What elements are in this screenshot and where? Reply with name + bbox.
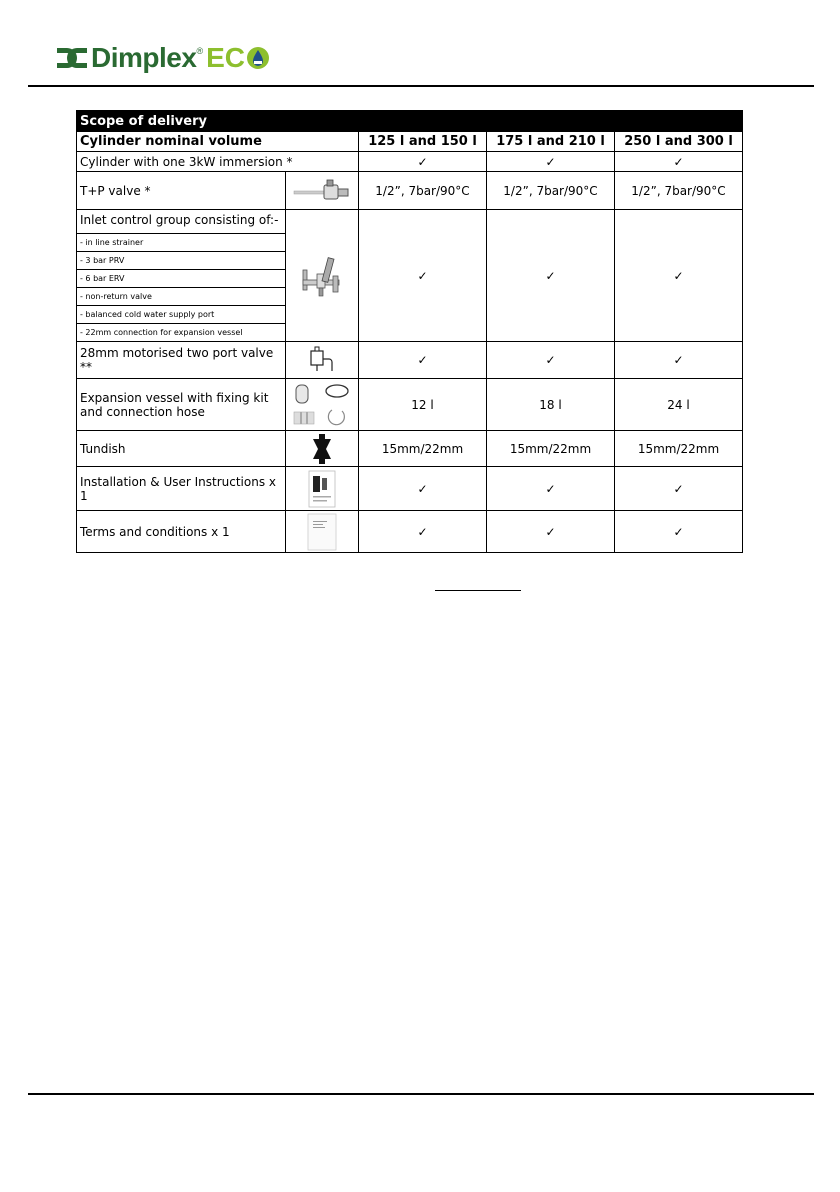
motorised-valve-image xyxy=(286,342,359,379)
cell-value: ✓ xyxy=(359,467,487,511)
inlet-subitem: - non-return valve xyxy=(77,288,286,306)
table-title-row xyxy=(77,111,743,132)
cell-value: 15mm/22mm xyxy=(615,431,743,467)
row-label: Tundish xyxy=(77,431,286,467)
cell-value: 1/2”, 7bar/90°C xyxy=(615,172,743,210)
table-row xyxy=(77,210,743,234)
cell-value: ✓ xyxy=(359,342,487,379)
cell-value: 15mm/22mm xyxy=(359,431,487,467)
row-label: Installation & User Instructions x 1 xyxy=(77,467,286,511)
row-label: Inlet control group consisting of:- xyxy=(77,210,286,234)
table-row xyxy=(77,379,743,431)
dimplex-logo-icon xyxy=(55,44,89,72)
cell-value: 1/2”, 7bar/90°C xyxy=(487,172,615,210)
table-row xyxy=(77,511,743,553)
inlet-control-group-icon xyxy=(299,254,345,298)
inlet-group-image xyxy=(286,210,359,342)
cell-value: 15mm/22mm xyxy=(487,431,615,467)
tp-valve-image xyxy=(286,172,359,210)
tundish-image xyxy=(286,431,359,467)
cell-value: ✓ xyxy=(487,511,615,553)
table-row xyxy=(77,172,743,210)
cell-value: ✓ xyxy=(615,467,743,511)
terms-document-icon xyxy=(307,513,337,551)
cell-value: 18 l xyxy=(487,379,615,431)
cell-value: ✓ xyxy=(615,511,743,553)
footer-rule xyxy=(28,1093,814,1095)
eco-drop-icon xyxy=(246,46,270,70)
terms-image xyxy=(286,511,359,553)
row-label: Expansion vessel with fixing kit and connection hose xyxy=(77,379,286,431)
column-header-125-150: 125 l and 150 l xyxy=(359,132,487,152)
table-row xyxy=(77,467,743,511)
cell-value: 24 l xyxy=(615,379,743,431)
scope-of-delivery-table xyxy=(76,110,743,553)
brand-eco: EC xyxy=(206,42,245,73)
table-row xyxy=(77,342,743,379)
inlet-subitem: - in line strainer xyxy=(77,234,286,252)
inlet-subitem: - 3 bar PRV xyxy=(77,252,286,270)
expansion-vessel-icon xyxy=(290,382,354,428)
row-label: 28mm motorised two port valve ** xyxy=(77,342,286,379)
row-label: Cylinder with one 3kW immersion * xyxy=(77,152,359,172)
column-header-175-210: 175 l and 210 l xyxy=(487,132,615,152)
row-label: T+P valve * xyxy=(77,172,286,210)
cell-value: ✓ xyxy=(615,342,743,379)
cell-value: ✓ xyxy=(487,467,615,511)
cell-value: ✓ xyxy=(487,152,615,172)
table-header-row xyxy=(77,132,743,152)
cell-value: 12 l xyxy=(359,379,487,431)
inlet-subitem: - balanced cold water supply port xyxy=(77,306,286,324)
table-title: Scope of delivery xyxy=(77,111,743,132)
column-header-label: Cylinder nominal volume xyxy=(77,132,359,152)
dimplex-eco-logo xyxy=(55,40,270,76)
cell-value: ✓ xyxy=(359,152,487,172)
tundish-icon xyxy=(311,433,333,465)
cell-value: ✓ xyxy=(487,210,615,342)
cell-value: ✓ xyxy=(615,152,743,172)
expansion-vessel-image xyxy=(286,379,359,431)
table-row xyxy=(77,152,743,172)
tp-valve-icon xyxy=(292,179,352,203)
cell-value: ✓ xyxy=(359,511,487,553)
brand-name: Dimplex xyxy=(91,42,197,73)
cell-value: 1/2”, 7bar/90°C xyxy=(359,172,487,210)
cell-value: ✓ xyxy=(359,210,487,342)
registered-mark: ® xyxy=(196,46,204,56)
table-row xyxy=(77,431,743,467)
row-label: Terms and conditions x 1 xyxy=(77,511,286,553)
underline-mark xyxy=(435,590,521,591)
cell-value: ✓ xyxy=(615,210,743,342)
instructions-image xyxy=(286,467,359,511)
manual-booklet-icon xyxy=(308,470,336,508)
column-header-250-300: 250 l and 300 l xyxy=(615,132,743,152)
motorised-valve-icon xyxy=(307,345,337,375)
header-rule xyxy=(28,85,814,87)
inlet-subitem: - 22mm connection for expansion vessel xyxy=(77,324,286,342)
inlet-subitem: - 6 bar ERV xyxy=(77,270,286,288)
cell-value: ✓ xyxy=(487,342,615,379)
